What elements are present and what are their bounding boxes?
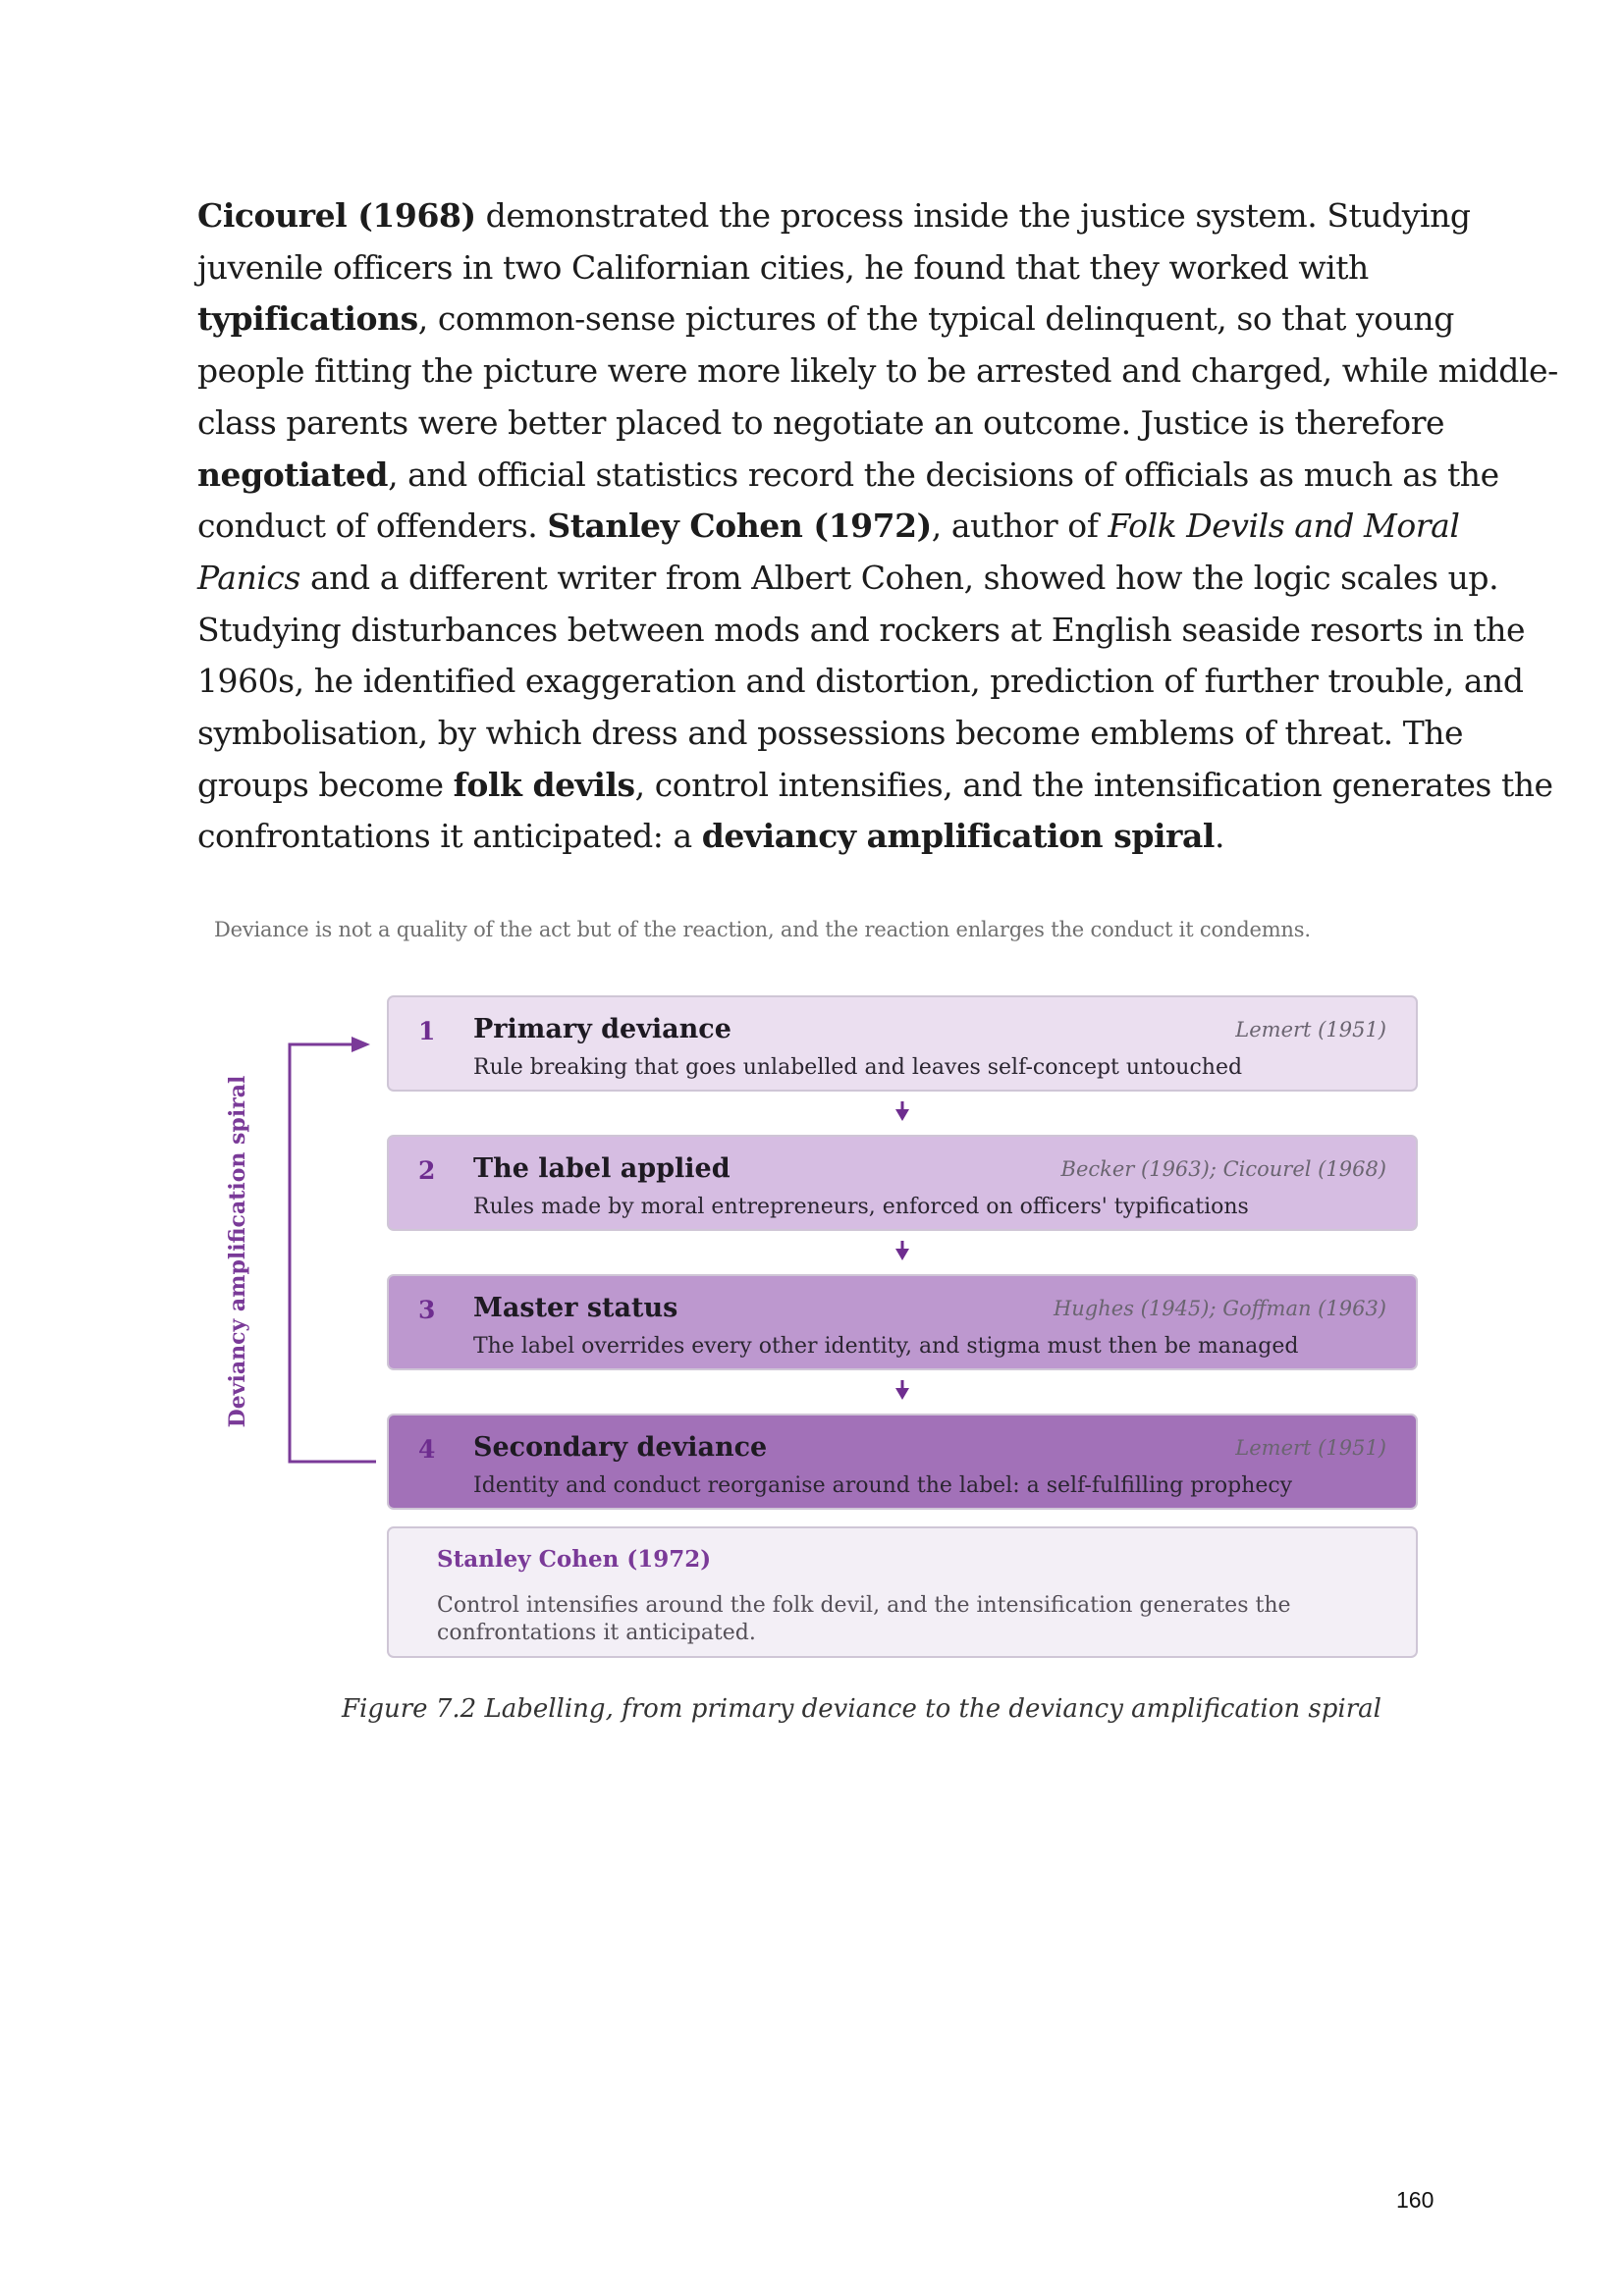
stage-citation: Becker (1963); Cicourel (1968) [1060,1157,1386,1181]
stage-description: Rules made by moral entrepreneurs, enforced on officers' typifications [473,1195,1249,1219]
paragraph-line-5: class parents were better placed to negotiate an outcome. Justice is therefore [197,402,1445,442]
stage-number: 3 [418,1296,436,1324]
stage-master-status [387,1274,1418,1370]
cohen-note-box [387,1526,1418,1658]
paragraph-line-4: people fitting the picture were more likely to be arrested and charged, while middle- [197,351,1558,391]
stage-citation: Lemert (1951) [1235,1436,1386,1460]
stage-description: Rule breaking that goes unlabelled and leaves self-concept untouched [473,1055,1243,1080]
term-stanley-cohen: Stanley Cohen (1972) [547,507,932,546]
paragraph-line-7: conduct of offenders. Stanley Cohen (1972), author of Folk Devils and Moral [197,507,1460,546]
paragraph-line-6: negotiated, and official statistics record the decisions of officials as much as the [197,454,1499,494]
stage-number: 2 [418,1156,436,1185]
figure-lead-caption: Deviance is not a quality of the act but of the reaction, and the reaction enlarges the conduct it condemns. [214,918,1311,941]
book-title: Folk Devils and Moral [1108,507,1460,546]
stage-title: Secondary deviance [473,1432,768,1463]
paragraph-line-12: groups become folk devils, control intensifies, and the intensification generates the [197,765,1553,804]
stage-label-applied [387,1135,1418,1231]
paragraph-line-10: 1960s, he identified exaggeration and distortion, prediction of further trouble, and [197,662,1524,701]
stage-primary-deviance [387,995,1418,1092]
down-arrow-icon [895,1380,909,1400]
paragraph-line-13: confrontations it anticipated: a deviancy amplification spiral. [197,817,1225,856]
term-folk-devils: folk devils [453,765,635,804]
book-title-cont: Panics [197,558,300,597]
paragraph-line-11: symbolisation, by which dress and possessions become emblems of threat. The [197,714,1464,753]
paragraph-line-9: Studying disturbances between mods and rockers at English seaside resorts in the [197,610,1526,649]
stage-number: 1 [418,1017,436,1045]
down-arrow-icon [895,1241,909,1260]
stage-number: 4 [418,1435,436,1464]
term-cicourel: Cicourel (1968) [197,196,476,235]
cohen-note-title: Stanley Cohen (1972) [437,1546,712,1573]
stage-citation: Hughes (1945); Goffman (1963) [1053,1297,1386,1320]
term-negotiated: negotiated [197,454,389,494]
term-amplification-spiral: deviancy amplification spiral [701,817,1216,856]
paragraph-line-1: Cicourel (1968) demonstrated the process inside the justice system. Studying [197,196,1471,235]
stage-title: Master status [473,1293,678,1323]
stage-title: The label applied [473,1153,731,1184]
stage-description: Identity and conduct reorganise around the label: a self-fulfilling prophecy [473,1473,1293,1498]
stage-description: The label overrides every other identity, and stigma must then be managed [473,1334,1299,1359]
down-arrow-icon [895,1101,909,1121]
term-typifications: typifications [197,299,418,339]
page-number: 160 [1396,2187,1435,2213]
stage-citation: Lemert (1951) [1235,1018,1386,1041]
stage-title: Primary deviance [473,1014,731,1044]
paragraph-line-2: juvenile officers in two Californian cities, he found that they worked with [197,247,1369,287]
figure-caption: Figure 7.2 Labelling, from primary deviance to the deviancy amplification spiral [342,1694,1381,1724]
paragraph-line-8: Panics and a different writer from Albert Cohen, showed how the logic scales up. [197,558,1499,597]
paragraph-line-3: typifications, common-sense pictures of the typical delinquent, so that young [197,299,1454,339]
cohen-note-description: Control intensifies around the folk devil, and the intensification generates the confrontations it anticipated. [437,1593,1291,1645]
stage-secondary-deviance [387,1414,1418,1510]
